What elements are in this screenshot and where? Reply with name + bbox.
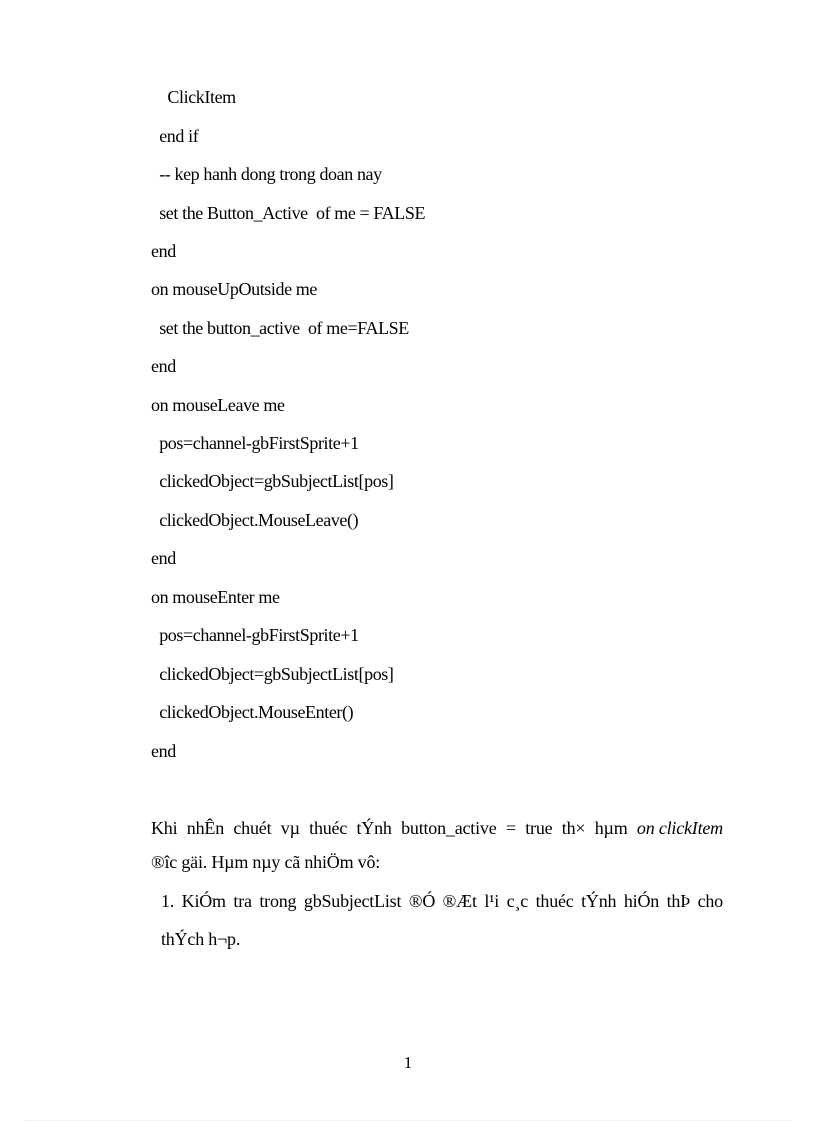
word: thÞ	[666, 891, 691, 911]
code-line: clickedObject=gbSubjectList[pos]	[151, 664, 394, 684]
word: hiÓn	[623, 891, 660, 911]
code-line: end if	[151, 126, 199, 146]
code-line: end	[151, 241, 176, 261]
code-line: set the Button_Active of me = FALSE	[151, 203, 426, 223]
word: ®Ó	[408, 891, 436, 911]
word: cho	[697, 891, 723, 911]
code-line: on mouseUpOutside me	[151, 279, 317, 299]
page-bottom-divider	[24, 1120, 792, 1121]
word: KiÓm	[181, 891, 226, 911]
word: tÝnh	[356, 818, 392, 838]
code-line: clickedObject.MouseEnter()	[151, 702, 354, 722]
word: chuét	[233, 818, 272, 838]
paragraph-line-1	[151, 816, 723, 840]
code-line: on mouseEnter me	[151, 587, 280, 607]
code-line: set the button_active of me=FALSE	[151, 318, 409, 338]
word: thuéc	[309, 818, 348, 838]
word: true	[525, 818, 553, 838]
word: thuéc	[535, 891, 574, 911]
word: vµ	[280, 818, 300, 838]
code-line: ClickItem	[151, 87, 236, 107]
list-item-line-2: thÝch h¬p.	[161, 929, 241, 949]
word: gbSubjectList	[303, 891, 402, 911]
word: ®Æt	[442, 891, 477, 911]
word: th×	[561, 818, 586, 838]
word: hµm	[594, 818, 628, 838]
word: =	[505, 818, 516, 838]
handler-name-emphasis: on clickItem	[636, 818, 723, 838]
word: trong	[259, 891, 297, 911]
code-line: -- kep hanh dong trong doan nay	[151, 164, 382, 184]
code-line: end	[151, 741, 176, 761]
code-line: clickedObject.MouseLeave()	[151, 510, 359, 530]
word: button_active	[401, 818, 497, 838]
code-line: pos=channel-gbFirstSprite+1	[151, 625, 359, 645]
word: l¹i	[484, 891, 500, 911]
code-line: clickedObject=gbSubjectList[pos]	[151, 471, 394, 491]
page-number: 1	[403, 1053, 413, 1072]
code-line: end	[151, 548, 176, 568]
word: Khi	[151, 818, 178, 838]
code-line: pos=channel-gbFirstSprite+1	[151, 433, 359, 453]
word: nhÊn	[186, 818, 224, 838]
word: tra	[233, 891, 252, 911]
paragraph-line-2: ®îc gäi. Hµm nµy cã nhiÖm vô:	[151, 852, 381, 872]
word: 1.	[161, 891, 175, 911]
code-line: on mouseLeave me	[151, 395, 285, 415]
word: c¸c	[506, 891, 529, 911]
list-item-line-1	[161, 889, 723, 913]
code-line: end	[151, 356, 176, 376]
word: tÝnh	[581, 891, 617, 911]
